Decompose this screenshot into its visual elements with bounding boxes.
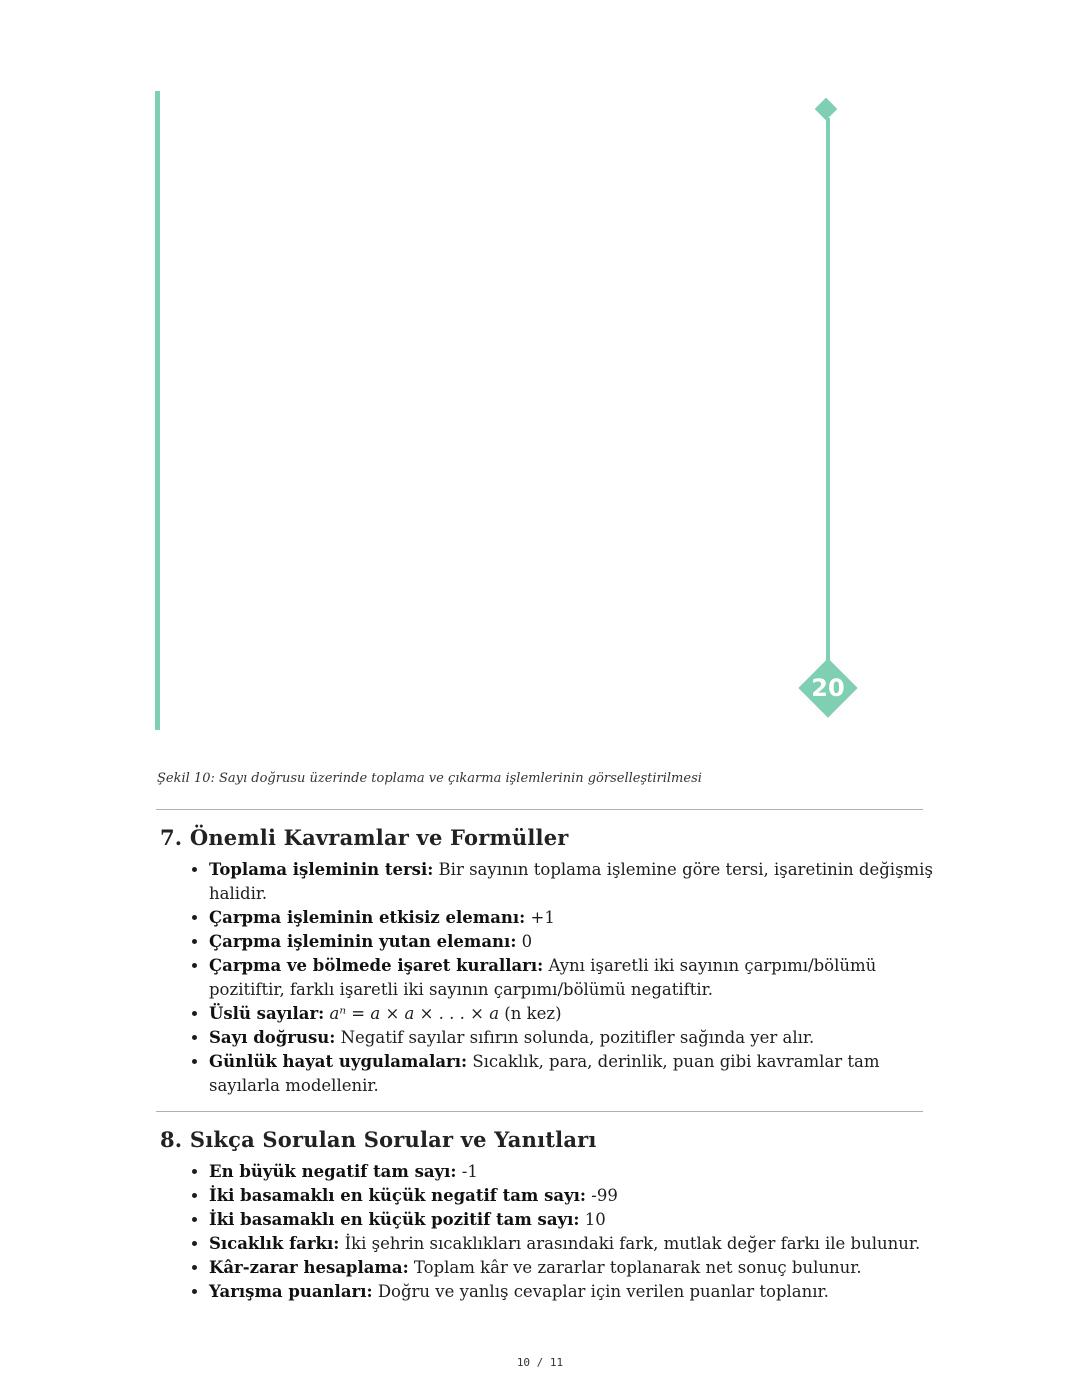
power-formula: aⁿ = a × a × . . . × a bbox=[329, 1004, 500, 1023]
item-label: Çarpma işleminin etkisiz elemanı: bbox=[209, 908, 526, 927]
list-item bbox=[209, 1280, 935, 1304]
item-text: Sıcaklık, para, derinlik, puan gibi kavramlar tam sayılarla modellenir. bbox=[209, 1052, 880, 1095]
number-line-left-bar bbox=[155, 91, 160, 730]
item-label: Üslü sayılar: bbox=[209, 1004, 325, 1023]
list-item bbox=[209, 1184, 935, 1208]
item-text: -1 bbox=[456, 1162, 478, 1181]
list-item bbox=[209, 930, 935, 954]
list-item bbox=[209, 1050, 935, 1098]
list-item bbox=[209, 954, 935, 1002]
item-text: İki şehrin sıcaklıkları arasındaki fark, mutlak değer farkı ile bulunur. bbox=[339, 1234, 921, 1253]
item-label: İki basamaklı en küçük pozitif tam sayı: bbox=[209, 1210, 580, 1229]
item-text: (n kez) bbox=[499, 1004, 562, 1023]
item-text: Toplam kâr ve zararlar toplanarak net sonuç bulunur. bbox=[408, 1258, 862, 1277]
section-8-title: 8. Sıkça Sorulan Sorular ve Yanıtları bbox=[160, 1127, 597, 1152]
item-text: -99 bbox=[586, 1186, 618, 1205]
item-label: Yarışma puanları: bbox=[209, 1282, 373, 1301]
list-item bbox=[209, 1026, 935, 1050]
item-text: +1 bbox=[525, 908, 555, 927]
item-label: İki basamaklı en küçük negatif tam sayı: bbox=[209, 1186, 587, 1205]
item-label: Toplama işleminin tersi: bbox=[209, 860, 434, 879]
item-label: Sayı doğrusu: bbox=[209, 1028, 336, 1047]
section-divider bbox=[156, 1111, 923, 1112]
number-line-arrow bbox=[826, 118, 830, 666]
section-7-title: 7. Önemli Kavramlar ve Formüller bbox=[160, 825, 569, 850]
figure-caption: Şekil 10: Sayı doğrusu üzerinde toplama ve çıkarma işlemlerinin görselleştirilmesi bbox=[157, 771, 702, 786]
item-label: Sıcaklık farkı: bbox=[209, 1234, 340, 1253]
list-item bbox=[209, 1256, 935, 1280]
item-label: Günlük hayat uygulamaları: bbox=[209, 1052, 468, 1071]
item-text: Aynı işaretli iki sayının çarpımı/bölümü pozitiftir, farklı işaretli iki sayının çarpımı/bölümü negatiftir. bbox=[209, 956, 877, 999]
list-item bbox=[209, 1160, 935, 1184]
list-item bbox=[209, 1208, 935, 1232]
section-divider bbox=[156, 809, 923, 810]
list-item bbox=[209, 906, 935, 930]
section-7 bbox=[160, 825, 935, 1098]
item-text: 0 bbox=[516, 932, 533, 951]
page-number: 10 / 11 bbox=[516, 1356, 564, 1369]
section-7-list bbox=[160, 858, 935, 1098]
list-item bbox=[209, 1232, 935, 1256]
list-item bbox=[209, 858, 935, 906]
item-label: Kâr-zarar hesaplama: bbox=[209, 1258, 409, 1277]
item-text: Doğru ve yanlış cevaplar için verilen puanlar toplanır. bbox=[372, 1282, 829, 1301]
item-label: En büyük negatif tam sayı: bbox=[209, 1162, 457, 1181]
item-label: Çarpma ve bölmede işaret kuralları: bbox=[209, 956, 544, 975]
list-item bbox=[209, 1002, 935, 1026]
item-label: Çarpma işleminin yutan elemanı: bbox=[209, 932, 517, 951]
item-text: 10 bbox=[579, 1210, 606, 1229]
section-8 bbox=[160, 1127, 935, 1304]
item-text: Negatif sayılar sıfırın solunda, pozitifler sağında yer alır. bbox=[335, 1028, 815, 1047]
diamond-marker-icon bbox=[815, 98, 838, 121]
number-marker-badge bbox=[798, 658, 858, 718]
section-8-list bbox=[160, 1160, 935, 1304]
item-text: Bir sayının toplama işlemine göre tersi, işaretinin değişmiş halidir. bbox=[209, 860, 933, 903]
number-marker-value: 20 bbox=[811, 674, 845, 702]
